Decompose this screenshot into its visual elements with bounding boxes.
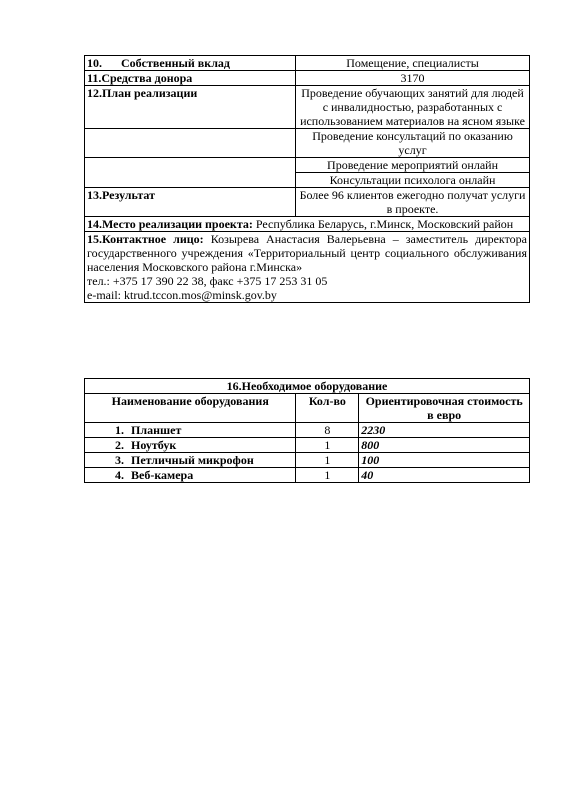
result-label: 13.Результат xyxy=(85,188,296,217)
equipment-header-row xyxy=(85,394,530,423)
equipment-cost: 800 xyxy=(359,438,530,453)
plan-label: 12.План реализации xyxy=(85,86,296,129)
location-cell xyxy=(85,217,530,232)
row-plan-2 xyxy=(85,129,530,158)
plan-item: Проведение обучающих занятий для людей с инвалидностью, разработанных с использованием материалов на ясном языке xyxy=(296,86,530,129)
row-donor-funds xyxy=(85,71,530,86)
contact-text xyxy=(87,232,527,274)
equipment-cost: 2230 xyxy=(359,423,530,438)
row-plan-1 xyxy=(85,86,530,129)
location-value: Республика Беларусь, г.Минск, Московский район xyxy=(255,217,514,231)
equipment-qty: 1 xyxy=(296,438,359,453)
equipment-cost: 100 xyxy=(359,453,530,468)
plan-item: Консультации психолога онлайн xyxy=(296,173,530,188)
equipment-qty: 1 xyxy=(296,453,359,468)
equipment-row xyxy=(85,468,530,483)
contact-cell xyxy=(85,232,530,303)
equipment-title-row xyxy=(85,379,530,394)
donor-funds-value: 3170 xyxy=(296,71,530,86)
equipment-cost: 40 xyxy=(359,468,530,483)
own-contribution-value: Помещение, специалисты xyxy=(296,56,530,71)
header-name: Наименование оборудования xyxy=(85,394,296,423)
project-table xyxy=(84,55,530,303)
row-plan-3 xyxy=(85,158,530,173)
equipment-name: 4. Веб-камера xyxy=(85,468,296,483)
contact-person: Козырева Анастасия Валерьевна – заместитель директора государственного учреждения «Территориальный центр социального обслуживания населения Московского района г.Минска» xyxy=(87,232,528,274)
row-result xyxy=(85,188,530,217)
header-cost: Ориентировочная стоимость в евро xyxy=(359,394,530,423)
equipment-name: 1. Планшет xyxy=(85,423,296,438)
row-contact xyxy=(85,232,530,303)
contact-email[interactable]: e-mail: ktrud.tccon.mos@minsk.gov.by xyxy=(87,288,277,302)
equipment-row xyxy=(85,438,530,453)
item-number: 1. xyxy=(115,423,124,437)
equipment-table xyxy=(84,378,530,483)
plan-item: Проведение мероприятий онлайн xyxy=(296,158,530,173)
equipment-qty: 1 xyxy=(296,468,359,483)
equipment-qty: 8 xyxy=(296,423,359,438)
own-contribution-label: 10. Собственный вклад xyxy=(85,56,296,71)
item-number: 3. xyxy=(115,453,124,467)
header-qty: Кол-во xyxy=(296,394,359,423)
row-own-contribution xyxy=(85,56,530,71)
equipment-row xyxy=(85,423,530,438)
equipment-title: 16.Необходимое оборудование xyxy=(85,379,530,394)
row-location xyxy=(85,217,530,232)
row-number: 10. xyxy=(87,56,102,70)
contact-label: 15.Контактное лицо: xyxy=(87,232,204,246)
location-label: 14.Место реализации проекта: xyxy=(87,217,253,231)
empty-cell xyxy=(85,158,296,188)
equipment-name: 2. Ноутбук xyxy=(85,438,296,453)
empty-cell xyxy=(85,129,296,158)
item-number: 4. xyxy=(115,468,124,482)
result-value: Более 96 клиентов ежегодно получат услуги в проекте. xyxy=(296,188,530,217)
donor-funds-label: 11.Средства донора xyxy=(85,71,296,86)
equipment-name: 3. Петличный микрофон xyxy=(85,453,296,468)
equipment-row xyxy=(85,453,530,468)
contact-phone: тел.: +375 17 390 22 38, факс +375 17 253 31 05 xyxy=(87,274,328,288)
plan-item: Проведение консультаций по оказанию услуг xyxy=(296,129,530,158)
item-number: 2. xyxy=(115,438,124,452)
